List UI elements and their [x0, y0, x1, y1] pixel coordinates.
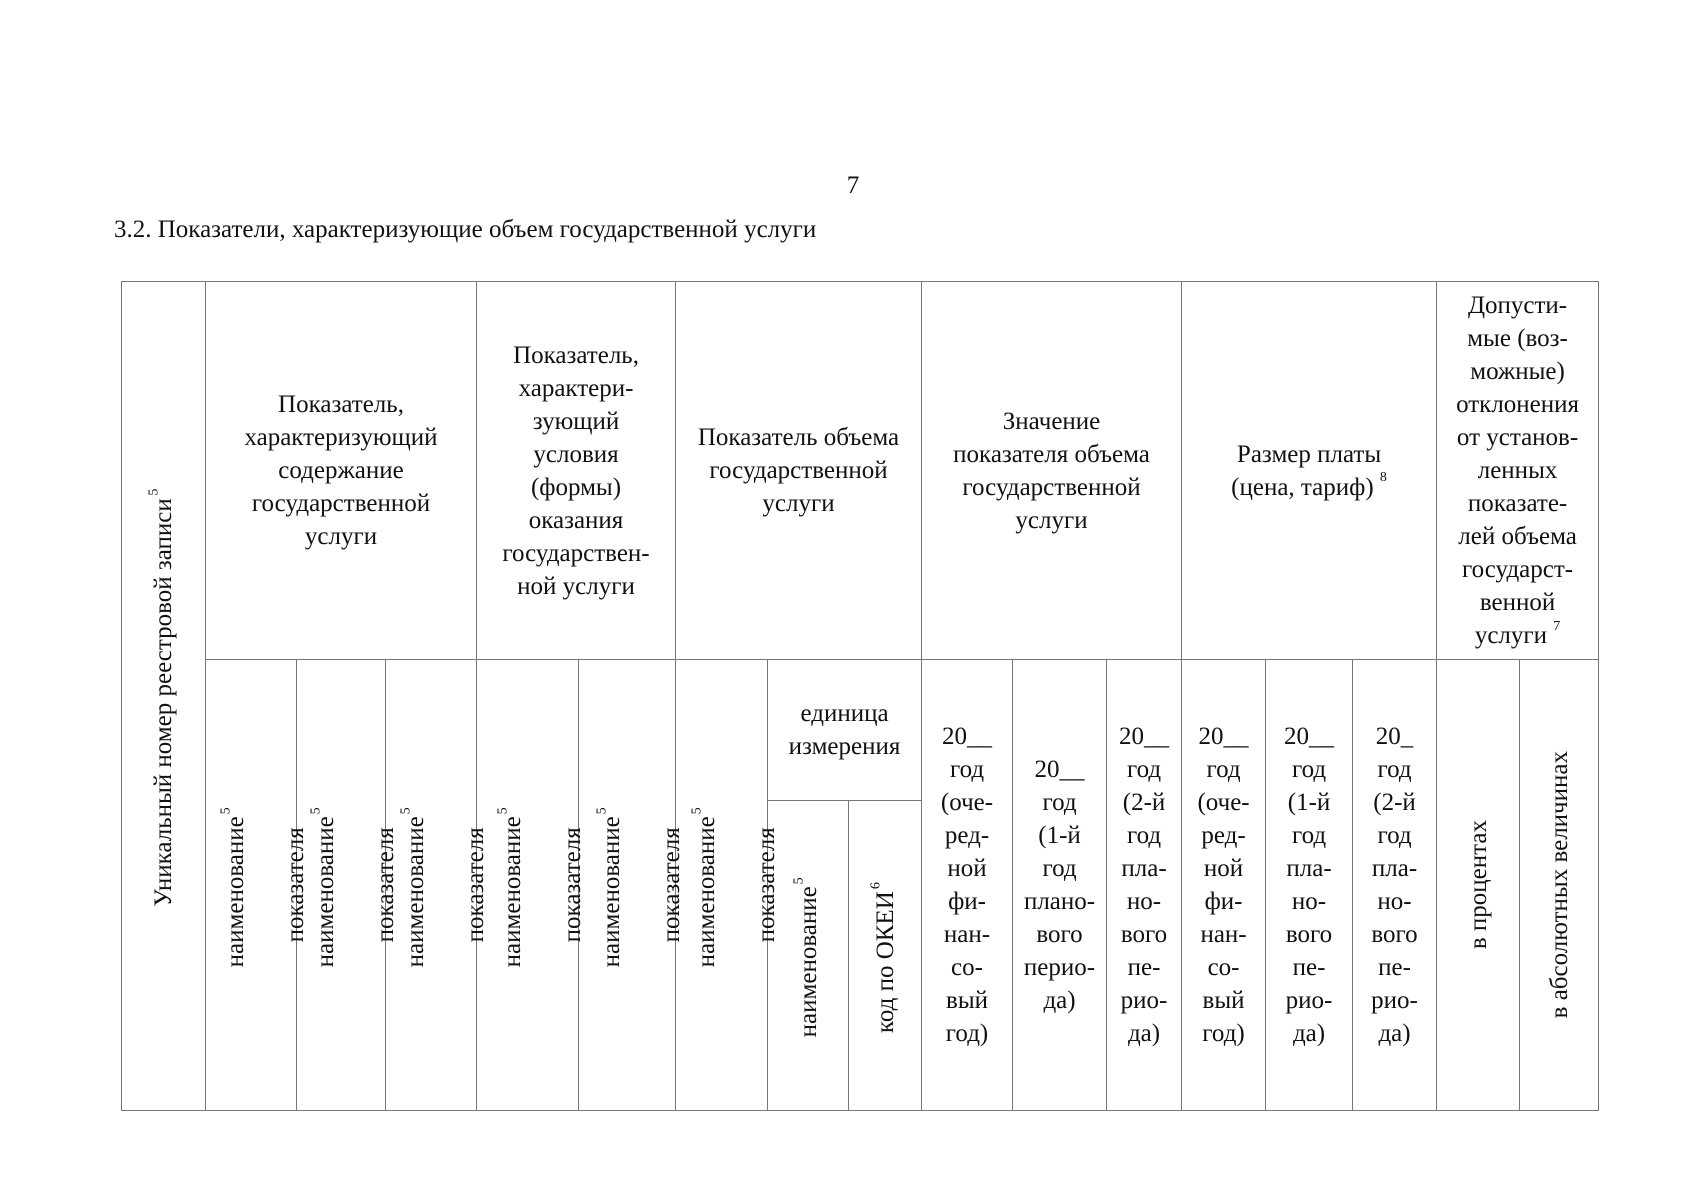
page-number: 7 — [846, 172, 860, 199]
indicator-name-cell: наименование $^5$ показателя — [206, 660, 297, 1111]
volume-year-1: 20__ год (оче- ред- ной фи- нан- со- вый год) — [922, 660, 1013, 1111]
indicator-name-cell: наименование $^5$ показателя — [297, 660, 386, 1111]
content-indicator-header: Показатель, характеризующий содержание государственной услуги — [206, 282, 477, 660]
volume-year-3: 20__ год (2-й год пла- но- вого пе- рио- да) — [1107, 660, 1182, 1111]
indicator-name-cell: наименование $^5$ показателя — [676, 660, 768, 1111]
volume-year-2: 20__ год (1-й год плано- вого перио- да) — [1013, 660, 1107, 1111]
unit-header: единица измерения — [768, 660, 922, 801]
fee-year-3: 20_ год (2-й год пла- но- вого пе- рио- да) — [1353, 660, 1437, 1111]
deviation-percent: в процентах — [1437, 660, 1520, 1111]
fee-header: Размер платы (цена, тариф) $^8$ — [1182, 282, 1437, 660]
unit-name: наименование $^5$ — [768, 801, 849, 1111]
fee-year-2: 20__ год (1-й год пла- но- вого пе- рио- да) — [1266, 660, 1353, 1111]
indicator-name-cell: наименование $^5$ показателя — [477, 660, 579, 1111]
fee-year-1: 20__ год (оче- ред- ной фи- нан- со- вый год) — [1182, 660, 1266, 1111]
volume-indicators-table — [121, 281, 1599, 1111]
deviations-header: Допусти- мые (воз- можные) отклонения от установ- ленных показате- лей объема государст- венной услуги $^7$ — [1437, 282, 1599, 660]
deviation-absolute: в абсолютных величинах — [1520, 660, 1599, 1111]
registry-number-header: Уникальный номер реестровой записи $^5$ — [122, 282, 206, 1111]
volume-indicator-header: Показатель объема государственной услуги — [676, 282, 922, 660]
unit-okei-code: код по ОКЕИ $^6$ — [849, 801, 922, 1111]
volume-value-header: Значение показателя объема государственной услуги — [922, 282, 1182, 660]
section-title: 3.2. Показатели, характеризующие объем государственной услуги — [114, 216, 817, 243]
indicator-name-cell: наименование $^5$ показателя — [579, 660, 676, 1111]
indicator-name-cell: наименование $^5$ показателя — [386, 660, 477, 1111]
conditions-indicator-header: Показатель, характери- зующий условия (формы) оказания государствен- ной услуги — [477, 282, 676, 660]
